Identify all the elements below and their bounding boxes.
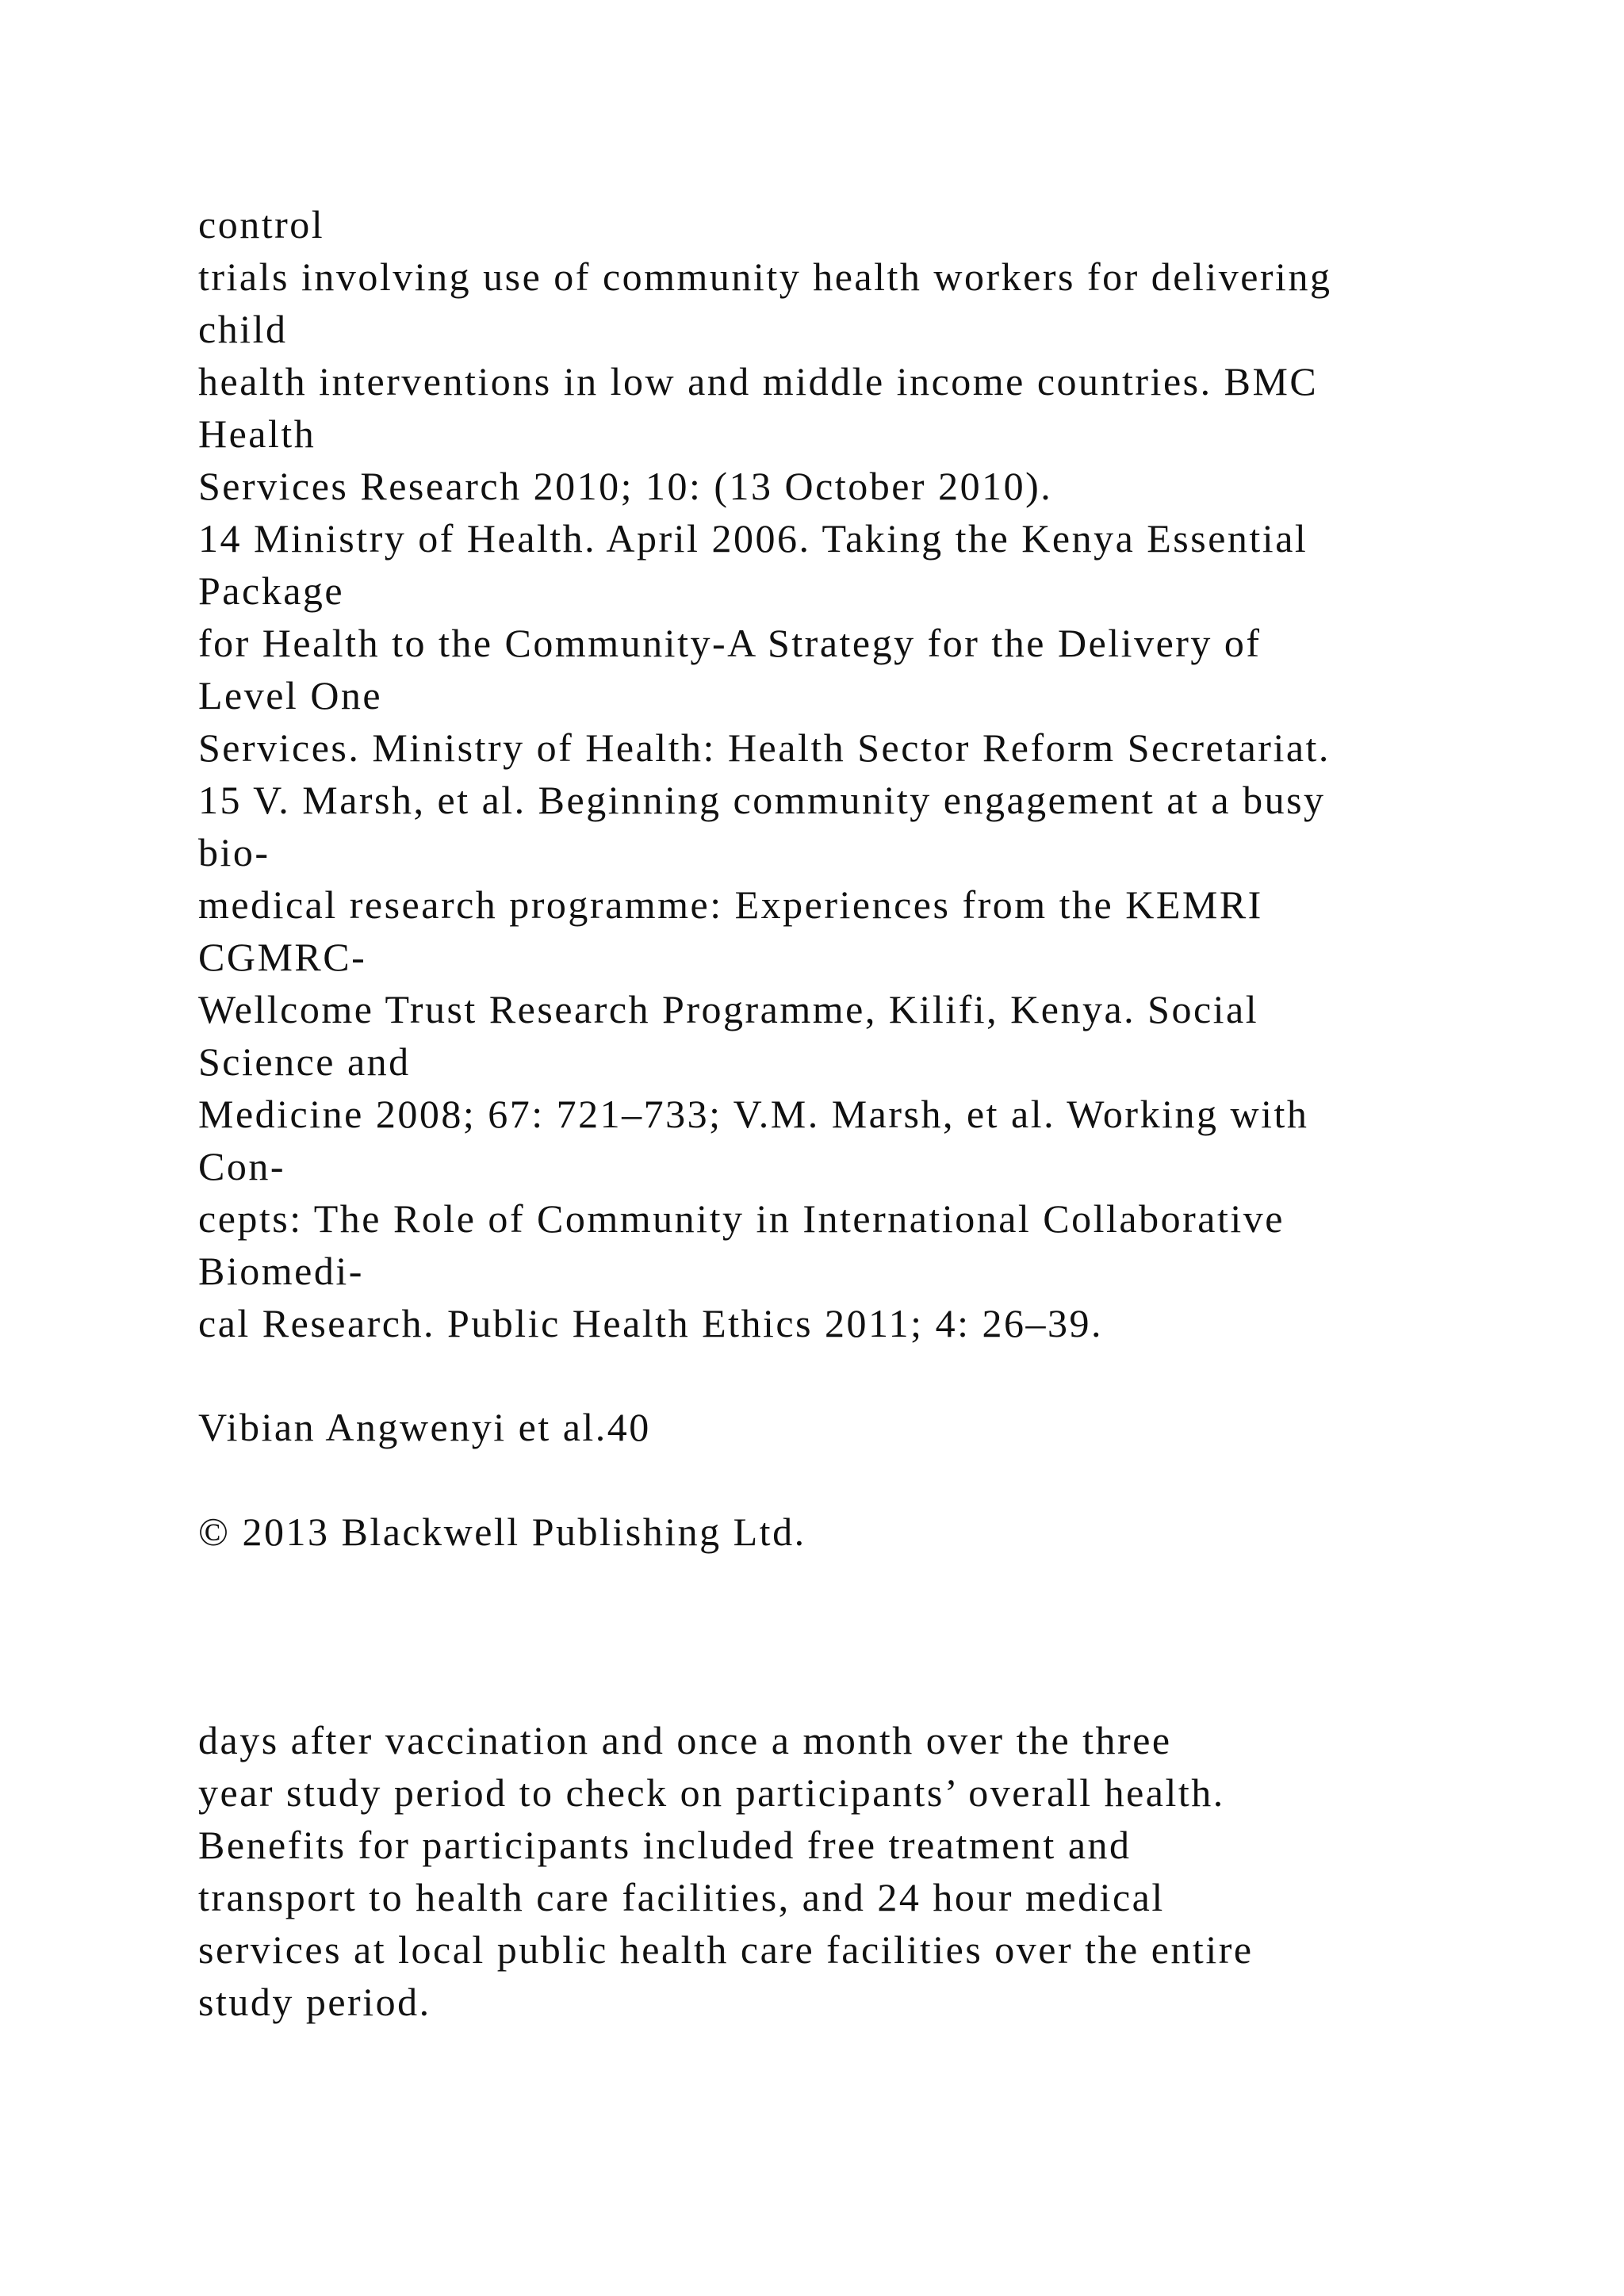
reference-line: 14 Ministry of Health. April 2006. Taking the Kenya Essential (198, 516, 1308, 561)
copyright-notice: © 2013 Blackwell Publishing Ltd. (198, 1510, 806, 1554)
reference-line: trials involving use of community health workers for delivering (198, 254, 1332, 299)
running-head: Vibian Angwenyi et al.40 (198, 1405, 651, 1449)
reference-line: Level One (198, 673, 383, 718)
body-text-line: services at local public health care facilities over the entire (198, 1927, 1254, 1972)
body-text-line: study period. (198, 1980, 431, 2024)
reference-line: cepts: The Role of Community in International Collaborative (198, 1196, 1285, 1241)
body-text-line: Benefits for participants included free treatment and (198, 1823, 1132, 1867)
reference-line: health interventions in low and middle income countries. BMC (198, 359, 1319, 404)
reference-line: for Health to the Community-A Strategy for the Delivery of (198, 621, 1262, 665)
reference-line: Con- (198, 1144, 285, 1188)
reference-line: child (198, 307, 288, 351)
reference-line: Package (198, 568, 345, 613)
reference-line: Services. Ministry of Health: Health Sector Reform Secretariat. (198, 725, 1331, 770)
reference-line: medical research programme: Experiences from the KEMRI (198, 882, 1263, 927)
reference-line: Wellcome Trust Research Programme, Kilifi, Kenya. Social (198, 987, 1259, 1031)
reference-line: Services Research 2010; 10: (13 October 2010). (198, 464, 1053, 508)
body-text-line: year study period to check on participants’ overall health. (198, 1770, 1225, 1815)
reference-line: CGMRC- (198, 935, 367, 979)
reference-line: bio- (198, 830, 270, 874)
reference-line: 15 V. Marsh, et al. Beginning community engagement at a busy (198, 778, 1326, 822)
body-text-line: transport to health care facilities, and 24 hour medical (198, 1875, 1165, 1919)
reference-line: Science and (198, 1039, 411, 1084)
reference-line: control (198, 202, 325, 247)
reference-line: Biomedi- (198, 1249, 364, 1293)
reference-line: cal Research. Public Health Ethics 2011; 4: 26–39. (198, 1301, 1103, 1345)
reference-line: Medicine 2008; 67: 721–733; V.M. Marsh, et al. Working with (198, 1092, 1309, 1136)
body-text-line: days after vaccination and once a month over the three (198, 1718, 1172, 1762)
reference-line: Health (198, 411, 316, 456)
